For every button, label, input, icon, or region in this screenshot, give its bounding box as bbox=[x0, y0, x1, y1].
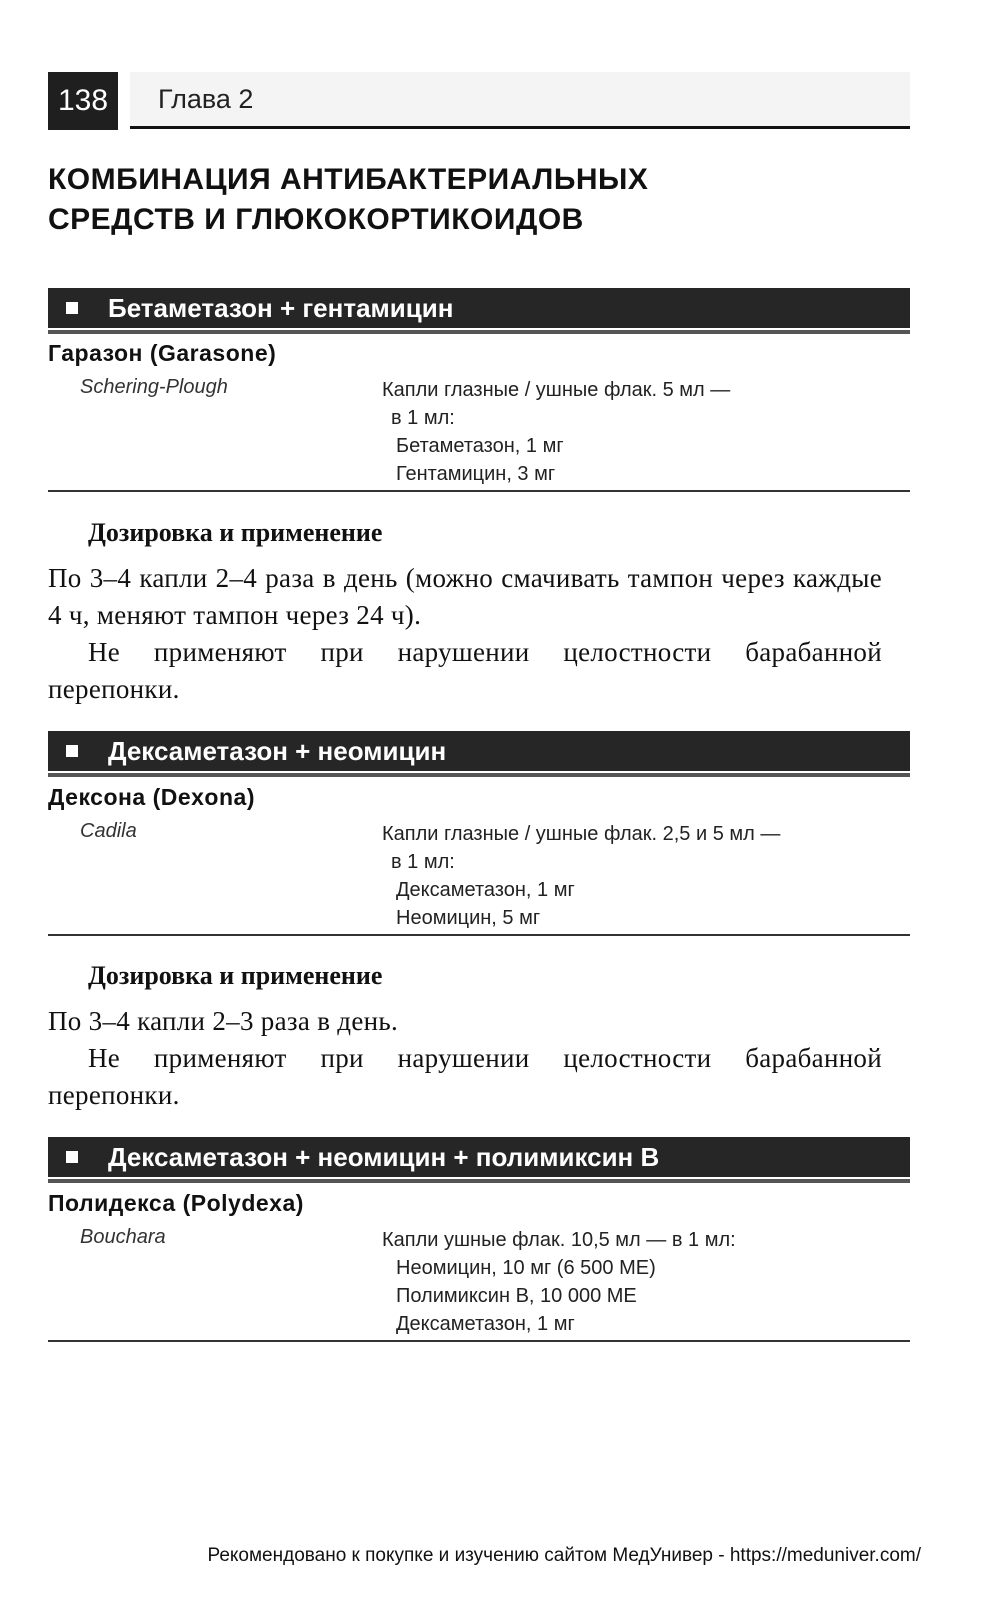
dosage-text: По 3–4 капли 2–3 раза в день. bbox=[48, 1006, 399, 1036]
drug-name: Гаразон (Garasone) bbox=[48, 340, 277, 366]
section-title-line-1: КОМБИНАЦИЯ АНТИБАКТЕРИАЛЬНЫХ bbox=[48, 163, 649, 196]
form-line: Неомицин, 5 мг bbox=[396, 907, 541, 929]
form-line: Гентамицин, 3 мг bbox=[396, 463, 556, 485]
chapter-header bbox=[130, 72, 910, 129]
dosage-form bbox=[382, 820, 780, 932]
group-title: Бетаметазон + гентамицин bbox=[108, 293, 454, 323]
square-bullet-icon bbox=[66, 745, 78, 757]
chapter-title: Глава 2 bbox=[158, 84, 254, 114]
group-header-dexamethasone-neomycin bbox=[48, 731, 910, 773]
form-line: в 1 мл: bbox=[391, 407, 455, 429]
form-line: Капли ушные флак. 10,5 мл — в 1 мл: bbox=[382, 1229, 736, 1251]
form-line: Дексаметазон, 1 мг bbox=[396, 1313, 575, 1335]
dosage-form bbox=[382, 376, 730, 488]
square-bullet-icon bbox=[66, 302, 78, 314]
form-line: Полимиксин В, 10 000 МЕ bbox=[396, 1285, 637, 1307]
group-header-betamethasone-gentamicin bbox=[48, 288, 910, 330]
form-line: Бетаметазон, 1 мг bbox=[396, 435, 564, 457]
footer-note: Рекомендовано к покупке и изучению сайтом МедУнивер - https://meduniver.com/ bbox=[207, 1545, 921, 1566]
form-line: Капли глазные / ушные флак. 5 мл — bbox=[382, 379, 731, 401]
drug-name: Дексона (Dexona) bbox=[48, 784, 255, 810]
manufacturer: Schering-Plough bbox=[80, 376, 228, 398]
group-header-dexamethasone-neomycin-polymyxin bbox=[48, 1137, 910, 1179]
form-line: Неомицин, 10 мг (6 500 МЕ) bbox=[396, 1257, 656, 1279]
group-title: Дексаметазон + неомицин + полимиксин В bbox=[108, 1142, 660, 1172]
square-bullet-icon bbox=[66, 1151, 78, 1163]
section-title bbox=[48, 160, 908, 240]
warning-text: Не применяют при нарушении целостности барабанной перепонки. bbox=[48, 637, 882, 704]
drug-entry-dexona bbox=[48, 784, 910, 936]
drug-entry-garasone bbox=[48, 340, 910, 492]
dosage-form bbox=[382, 1226, 736, 1338]
form-line: в 1 мл: bbox=[391, 851, 455, 873]
manufacturer: Bouchara bbox=[80, 1226, 166, 1248]
warning-text: Не применяют при нарушении целостности барабанной перепонки. bbox=[48, 1043, 882, 1110]
drug-entry-polydexa bbox=[48, 1190, 910, 1342]
form-line: Капли глазные / ушные флак. 2,5 и 5 мл — bbox=[382, 823, 781, 845]
dosage-text: По 3–4 капли 2–4 раза в день (можно смачивать тампон через каждые 4 ч, меняют тампон через 24 ч). bbox=[48, 563, 882, 630]
section-title-line-2: СРЕДСТВ И ГЛЮКОКОРТИКОИДОВ bbox=[48, 203, 584, 236]
drug-name: Полидекса (Polydexa) bbox=[48, 1190, 304, 1216]
form-line: Дексаметазон, 1 мг bbox=[396, 879, 575, 901]
dosage-heading: Дозировка и применение bbox=[88, 518, 383, 547]
page-number: 138 bbox=[48, 72, 118, 130]
manufacturer: Cadila bbox=[80, 820, 137, 842]
dosage-heading: Дозировка и применение bbox=[88, 961, 383, 990]
group-title: Дексаметазон + неомицин bbox=[108, 736, 447, 766]
